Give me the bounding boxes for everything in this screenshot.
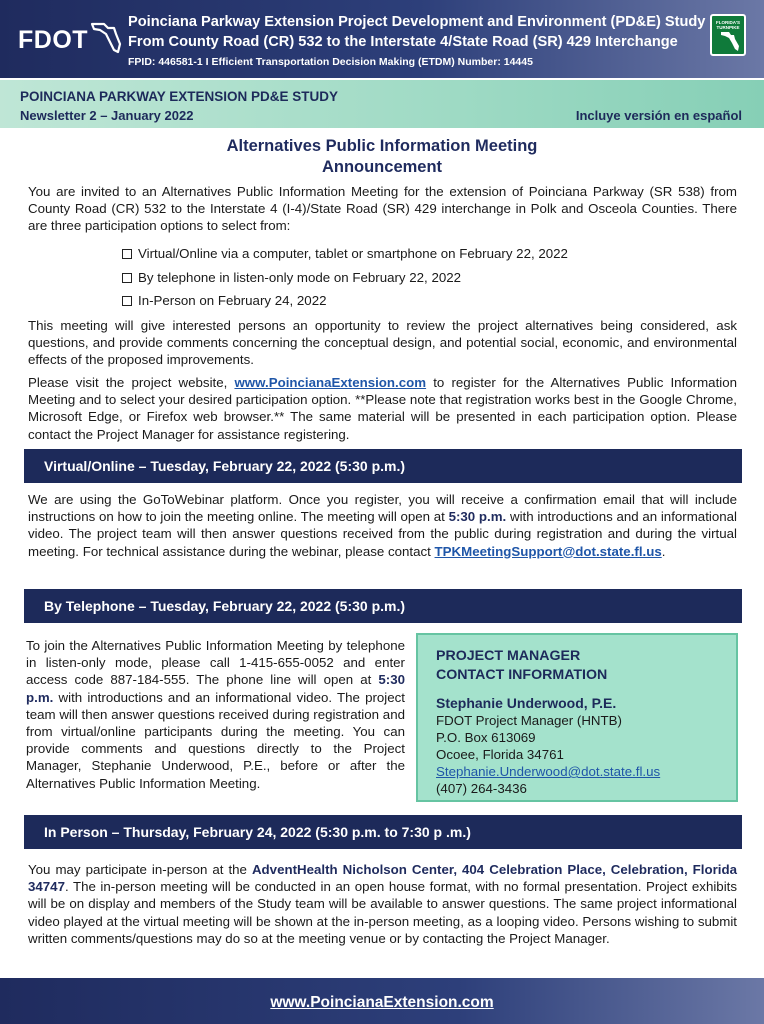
- newsletter-band: [0, 80, 764, 128]
- telephone-text-pre: To join the Alternatives Public Information Meeting by telephone in listen-only mode, please call 1-415-655-0052 and enter access code 887-184-555. The phone line will open at: [26, 638, 405, 688]
- virtual-text-pre: We are using the GoToWebinar platform. Once you register, you will receive a confirmation email that will include instructions on how to join the meeting online. The meeting will open at: [28, 492, 737, 525]
- option-virtual: [122, 246, 568, 261]
- telephone-text-post: with introductions and an informational video. The project team will then answer questions received during registration and from virtual/online participants during the meeting. You can provide comments and questions directly to the Project Manager, Stephanie Underwood, P.E., before or after the Alternatives Public Information Meeting.: [26, 689, 405, 791]
- virtual-section-heading: Virtual/Online – Tuesday, February 22, 2022 (5:30 p.m.): [24, 449, 742, 483]
- option-in-person: [122, 293, 327, 308]
- florida-turnpike-logo: [710, 14, 746, 56]
- purpose-paragraph: This meeting will give interested persons an opportunity to review the project alternatives being considered, ask questions, and provide comments concerning the conceptual design, and potential social, economic, and environmental effects of the proposed improvements.: [28, 318, 737, 368]
- website-paragraph-pre: Please visit the project website,: [28, 375, 235, 390]
- telephone-section-heading: By Telephone – Tuesday, February 22, 2022 (5:30 p.m.): [24, 589, 742, 623]
- pm-email-link[interactable]: Stephanie.Underwood@dot.state.fl.us: [436, 764, 661, 779]
- turnpike-florida-icon: [720, 30, 740, 52]
- header-title-line1: Poinciana Parkway Extension Project Development and Environment (PD&E) Study: [128, 14, 706, 30]
- turnpike-logo-text: FLORIDA'S TURNPIKE: [715, 20, 741, 30]
- virtual-text-post: with introductions and an informational video. The project team will then answer questions received from the public during registration and during the virtual meeting. For technical assistance during the webinar, please contact: [28, 509, 737, 559]
- checkbox-icon: [122, 296, 132, 306]
- spanish-version-note: Incluye versión en español: [575, 108, 742, 123]
- website-paragraph: [28, 374, 737, 443]
- florida-map-icon: [90, 20, 122, 54]
- option-telephone-label: By telephone in listen-only mode on February 22, 2022: [138, 270, 462, 285]
- project-manager-contact-box: [416, 633, 738, 802]
- option-in-person-label: In-Person on February 24, 2022: [138, 293, 327, 308]
- in-person-paragraph: [28, 861, 737, 947]
- in-person-text-post: . The in-person meeting will be conducted in an open house format, with no formal presentation. Project exhibits will be on display and members of the Study team will be available to answer questions. The same project informational video played at the virtual meeting will be shown at the in-person meeting, as a looping video. Persons wishing to submit written comments/questions may do so at the meeting venue or by contacting the Project Manager.: [28, 879, 737, 946]
- footer-website-link[interactable]: www.PoincianaExtension.com: [270, 994, 494, 1011]
- pm-heading-line1: PROJECT MANAGER: [436, 648, 581, 664]
- option-telephone: [122, 270, 461, 285]
- pm-role: FDOT Project Manager (HNTB): [436, 713, 622, 728]
- fdot-logo: [12, 14, 120, 64]
- header-fpid: FPID: 446581-1 I Efficient Transportation Decision Making (ETDM) Number: 14445: [128, 56, 533, 68]
- header-title-line2: From County Road (CR) 532 to the Interstate 4/State Road (SR) 429 Interchange: [128, 34, 678, 50]
- virtual-text-end: .: [661, 543, 666, 559]
- virtual-time: 5:30 p.m.: [448, 509, 507, 525]
- intro-paragraph: You are invited to an Alternatives Public Information Meeting for the extension of Poinciana Parkway (SR 538) from County Road (CR) 532 to the Interstate 4 (I-4)/State Road (SR) 429 interchange in Polk and Osceola Counties. There are three participation options to select from:: [28, 184, 737, 234]
- option-virtual-label: Virtual/Online via a computer, tablet or smartphone on February 22, 2022: [138, 246, 568, 261]
- header-title: [128, 12, 705, 52]
- in-person-section-heading: In Person – Thursday, February 24, 2022 (5:30 p.m. to 7:30 p .m.): [24, 815, 742, 849]
- page-title-line1: Alternatives Public Information Meeting: [226, 137, 538, 155]
- virtual-paragraph: [28, 491, 737, 560]
- in-person-text-pre: You may participate in-person at the: [28, 862, 252, 877]
- fdot-logo-text: FDOT: [18, 26, 89, 54]
- website-paragraph-post: to register for the Alternatives Public Information Meeting and to select your desired participation option. **Please note that registration works best in the Google Chrome, Microsoft Edge, or Firefox web browser.** The same material will be presented in each participation option. Please contact the Project Manager for assistance registering.: [28, 375, 738, 442]
- in-person-venue: AdventHealth Nicholson Center, 404 Celebration Place, Celebration, Florida 34747: [28, 862, 737, 895]
- checkbox-icon: [122, 273, 132, 283]
- pm-phone: (407) 264-3436: [436, 781, 527, 796]
- pm-city: Ocoee, Florida 34761: [436, 747, 564, 762]
- pm-po-box: P.O. Box 613069: [436, 730, 536, 745]
- page-header: [0, 0, 764, 78]
- project-website-link[interactable]: www.PoincianaExtension.com: [234, 375, 427, 390]
- study-title: POINCIANA PARKWAY EXTENSION PD&E STUDY: [20, 89, 339, 104]
- page-footer: [0, 978, 764, 1024]
- newsletter-label: Newsletter 2 – January 2022: [20, 108, 194, 123]
- telephone-time: 5:30 p.m.: [26, 672, 405, 705]
- pm-name: Stephanie Underwood, P.E.: [436, 695, 617, 711]
- telephone-paragraph: [26, 637, 405, 792]
- pm-heading-line2: CONTACT INFORMATION: [436, 667, 608, 683]
- page-title: [0, 136, 764, 178]
- support-email-link[interactable]: TPKMeetingSupport@dot.state.fl.us: [434, 543, 662, 559]
- checkbox-icon: [122, 249, 132, 259]
- page-title-line2: Announcement: [321, 158, 443, 176]
